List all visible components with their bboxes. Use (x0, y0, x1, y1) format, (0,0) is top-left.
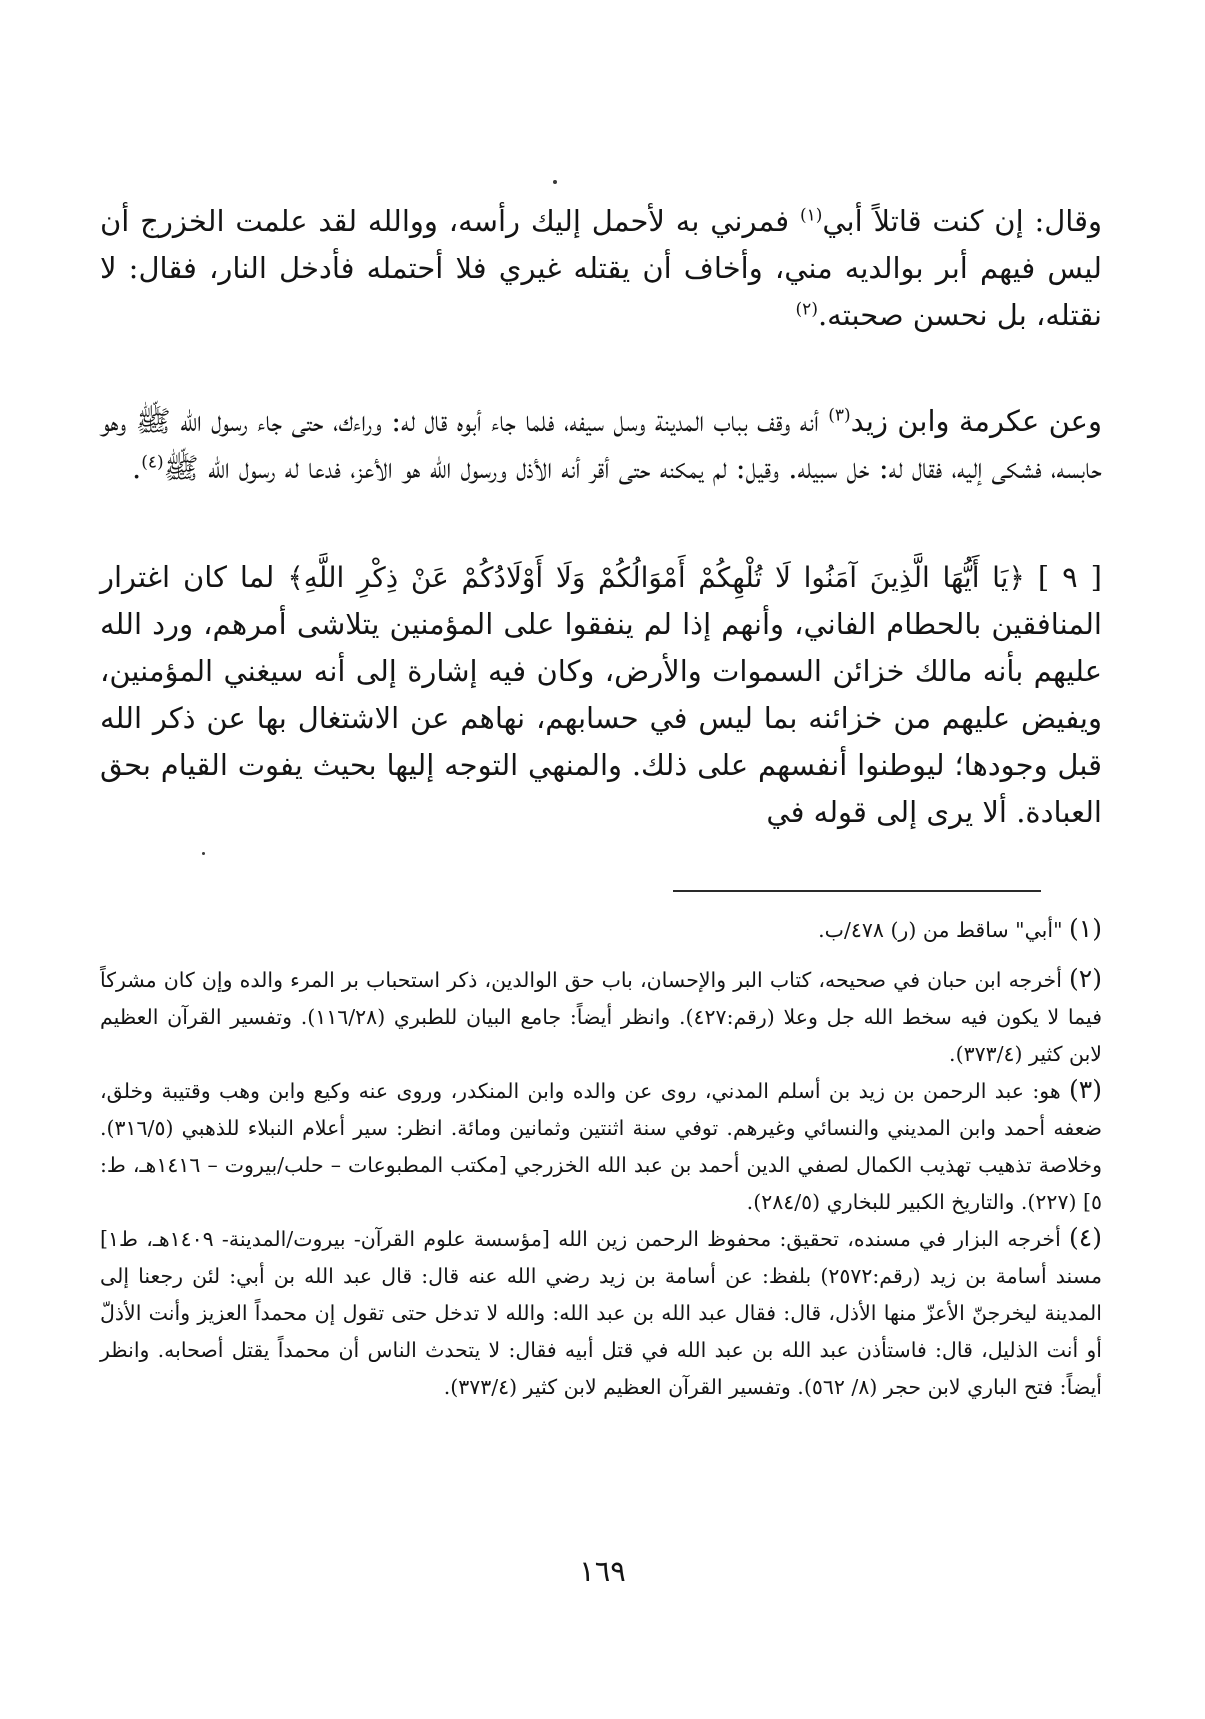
paragraph-2-opening: وعن عكرمة وابن زيد (850, 404, 1102, 438)
verse-number: [ ٩ ] (1037, 560, 1102, 594)
footnote-number: (٢) (1069, 964, 1102, 993)
footnote-text: أخرجه البزار في مسنده، تحقيق: محفوظ الرحمن زين الله [مؤسسة علوم القرآن- بيروت/المدينة- ١٤٠٩هـ، ط١] مسند أسامة بن زيد (رقم:٢٥٧٢) بلفظ: عن أسامة بن زيد رضي الله عنه قال: قال عبد الله بن أبي: لئن رجعنا إلى المدينة ليخرجنّ الأعزّ منها الأذل، قال: فقال عبد الله بن عبد الله: والله لا تدخل حتى تقول إن محمداً العزيز وأنت الأذلّ أو أنت الذليل، قال: فاستأذن عبد الله بن عبد الله في قتل أبيه فقال: لا يتحدث الناس أن محمداً يقتل أصحابه. وانظر أيضاً: فتح الباري لابن حجر (٨/ ٥٦٢). وتفسير القرآن العظيم لابن كثير (٣٧٣/٤). (100, 1227, 1103, 1399)
paragraph-3-body: لما كان اغترار المنافقين بالحطام الفاني، وأنهم إذا لم ينفقوا على المؤمنين يتلاشى أمرهم، ورد الله عليهم بأنه مالك خزائن السموات والأرض، وكان فيه إشارة إلى أنه سيغني المؤمنين، ويفيض عليهم من خزائنه بما ليس في حسابهم، نهاهم عن الاشتغال بها عن ذكر الله قبل وجودها؛ ليوطنوا أنفسهم على ذلك. والمنهي التوجه إليها بحيث يفوت القيام بحق العبادة. ألا يرى إلى قوله في (100, 560, 1102, 829)
paragraph-1-opening: وقال: إن كنت قاتلاً أبي (822, 204, 1102, 238)
footnote-4 (100, 1219, 1102, 1406)
paragraph-2-body: أنه وقف بباب المدينة وسل سيفه، فلما جاء أبوه قال له: وراءك، حتى جاء رسول الله ﷺ وهو حابسه، فشكى إليه، فقال له: خل سبيله. وقيل: لم يمكنه حتى أقر أنه الأذل ورسول الله هو الأعز، فدعا له رسول الله ﷺ (100, 404, 1102, 485)
footnote-ref-3: (٣) (828, 405, 851, 426)
page-number: ١٦٩ (579, 1554, 626, 1588)
paragraph-1-body: فمرني به لأحمل إليك رأسه، ووالله لقد علمت الخزرج أن ليس فيهم أبر بوالديه مني، وأخاف أن يقتله غيري فلا أحتمله فأدخل النار، فقال: لا نقتله، بل نحسن صحبته. (100, 204, 1102, 332)
footnote-text: أخرجه ابن حبان في صحيحه، كتاب البر والإحسان، باب حق الوالدين، ذكر استحباب بر المرء والده وإن كان مشركاً فيما لا يكون فيه سخط الله جل وعلا (رقم:٤٢٧). وانظر أيضاً: جامع البيان للطبري (١١٦/٢٨). وتفسير القرآن العظيم لابن كثير (٣٧٣/٤). (100, 968, 1102, 1066)
footnote-2 (100, 960, 1102, 1073)
paragraph-2-end: . (132, 451, 142, 485)
footnote-3 (100, 1071, 1102, 1221)
body-paragraph-2 (100, 398, 1102, 492)
footnote-separator (673, 890, 1041, 892)
body-paragraph-3 (100, 554, 1102, 836)
footnote-1 (100, 910, 1102, 949)
footnote-ref-2: (٢) (795, 299, 818, 320)
footnote-number: (١) (1069, 914, 1102, 943)
footnote-text: هو: عبد الرحمن بن زيد بن أسلم المدني، روى عن والده وابن المنكدر، وروى عنه وكيع وابن وهب وقتيبة وخلق، ضعفه أحمد وابن المديني والنسائي وغيرهم. توفي سنة اثنتين وثمانين ومائة. انظر: سير أعلام النبلاء للذهبي (٣١٦/٥). وخلاصة تذهيب تهذيب الكمال لصفي الدين أحمد بن عبد الله الخزرجي [مكتب المطبوعات – حلب/بيروت – ١٤١٦هـ، ط: ٥] (٢٢٧). والتاريخ الكبير للبخاري (٢٨٤/٥). (100, 1079, 1102, 1214)
body-paragraph-1 (100, 198, 1102, 339)
footnote-text: "أبي" ساقط من (ر) ٤٧٨/ب. (818, 918, 1063, 942)
quran-verse: ﴿يَا أَيُّهَا الَّذِينَ آمَنُوا لَا تُلْهِكُمْ أَمْوَالُكُمْ وَلَا أَوْلَادُكُمْ عَنْ ذِكْرِ اللَّهِ﴾ (287, 561, 1025, 594)
footnote-number: (٤) (1069, 1223, 1102, 1252)
footnote-ref-4: (٤) (141, 452, 164, 473)
scan-speck (553, 180, 557, 184)
footnote-ref-1: (١) (799, 205, 823, 226)
footnote-number: (٣) (1069, 1075, 1102, 1104)
scan-speck (202, 852, 205, 855)
